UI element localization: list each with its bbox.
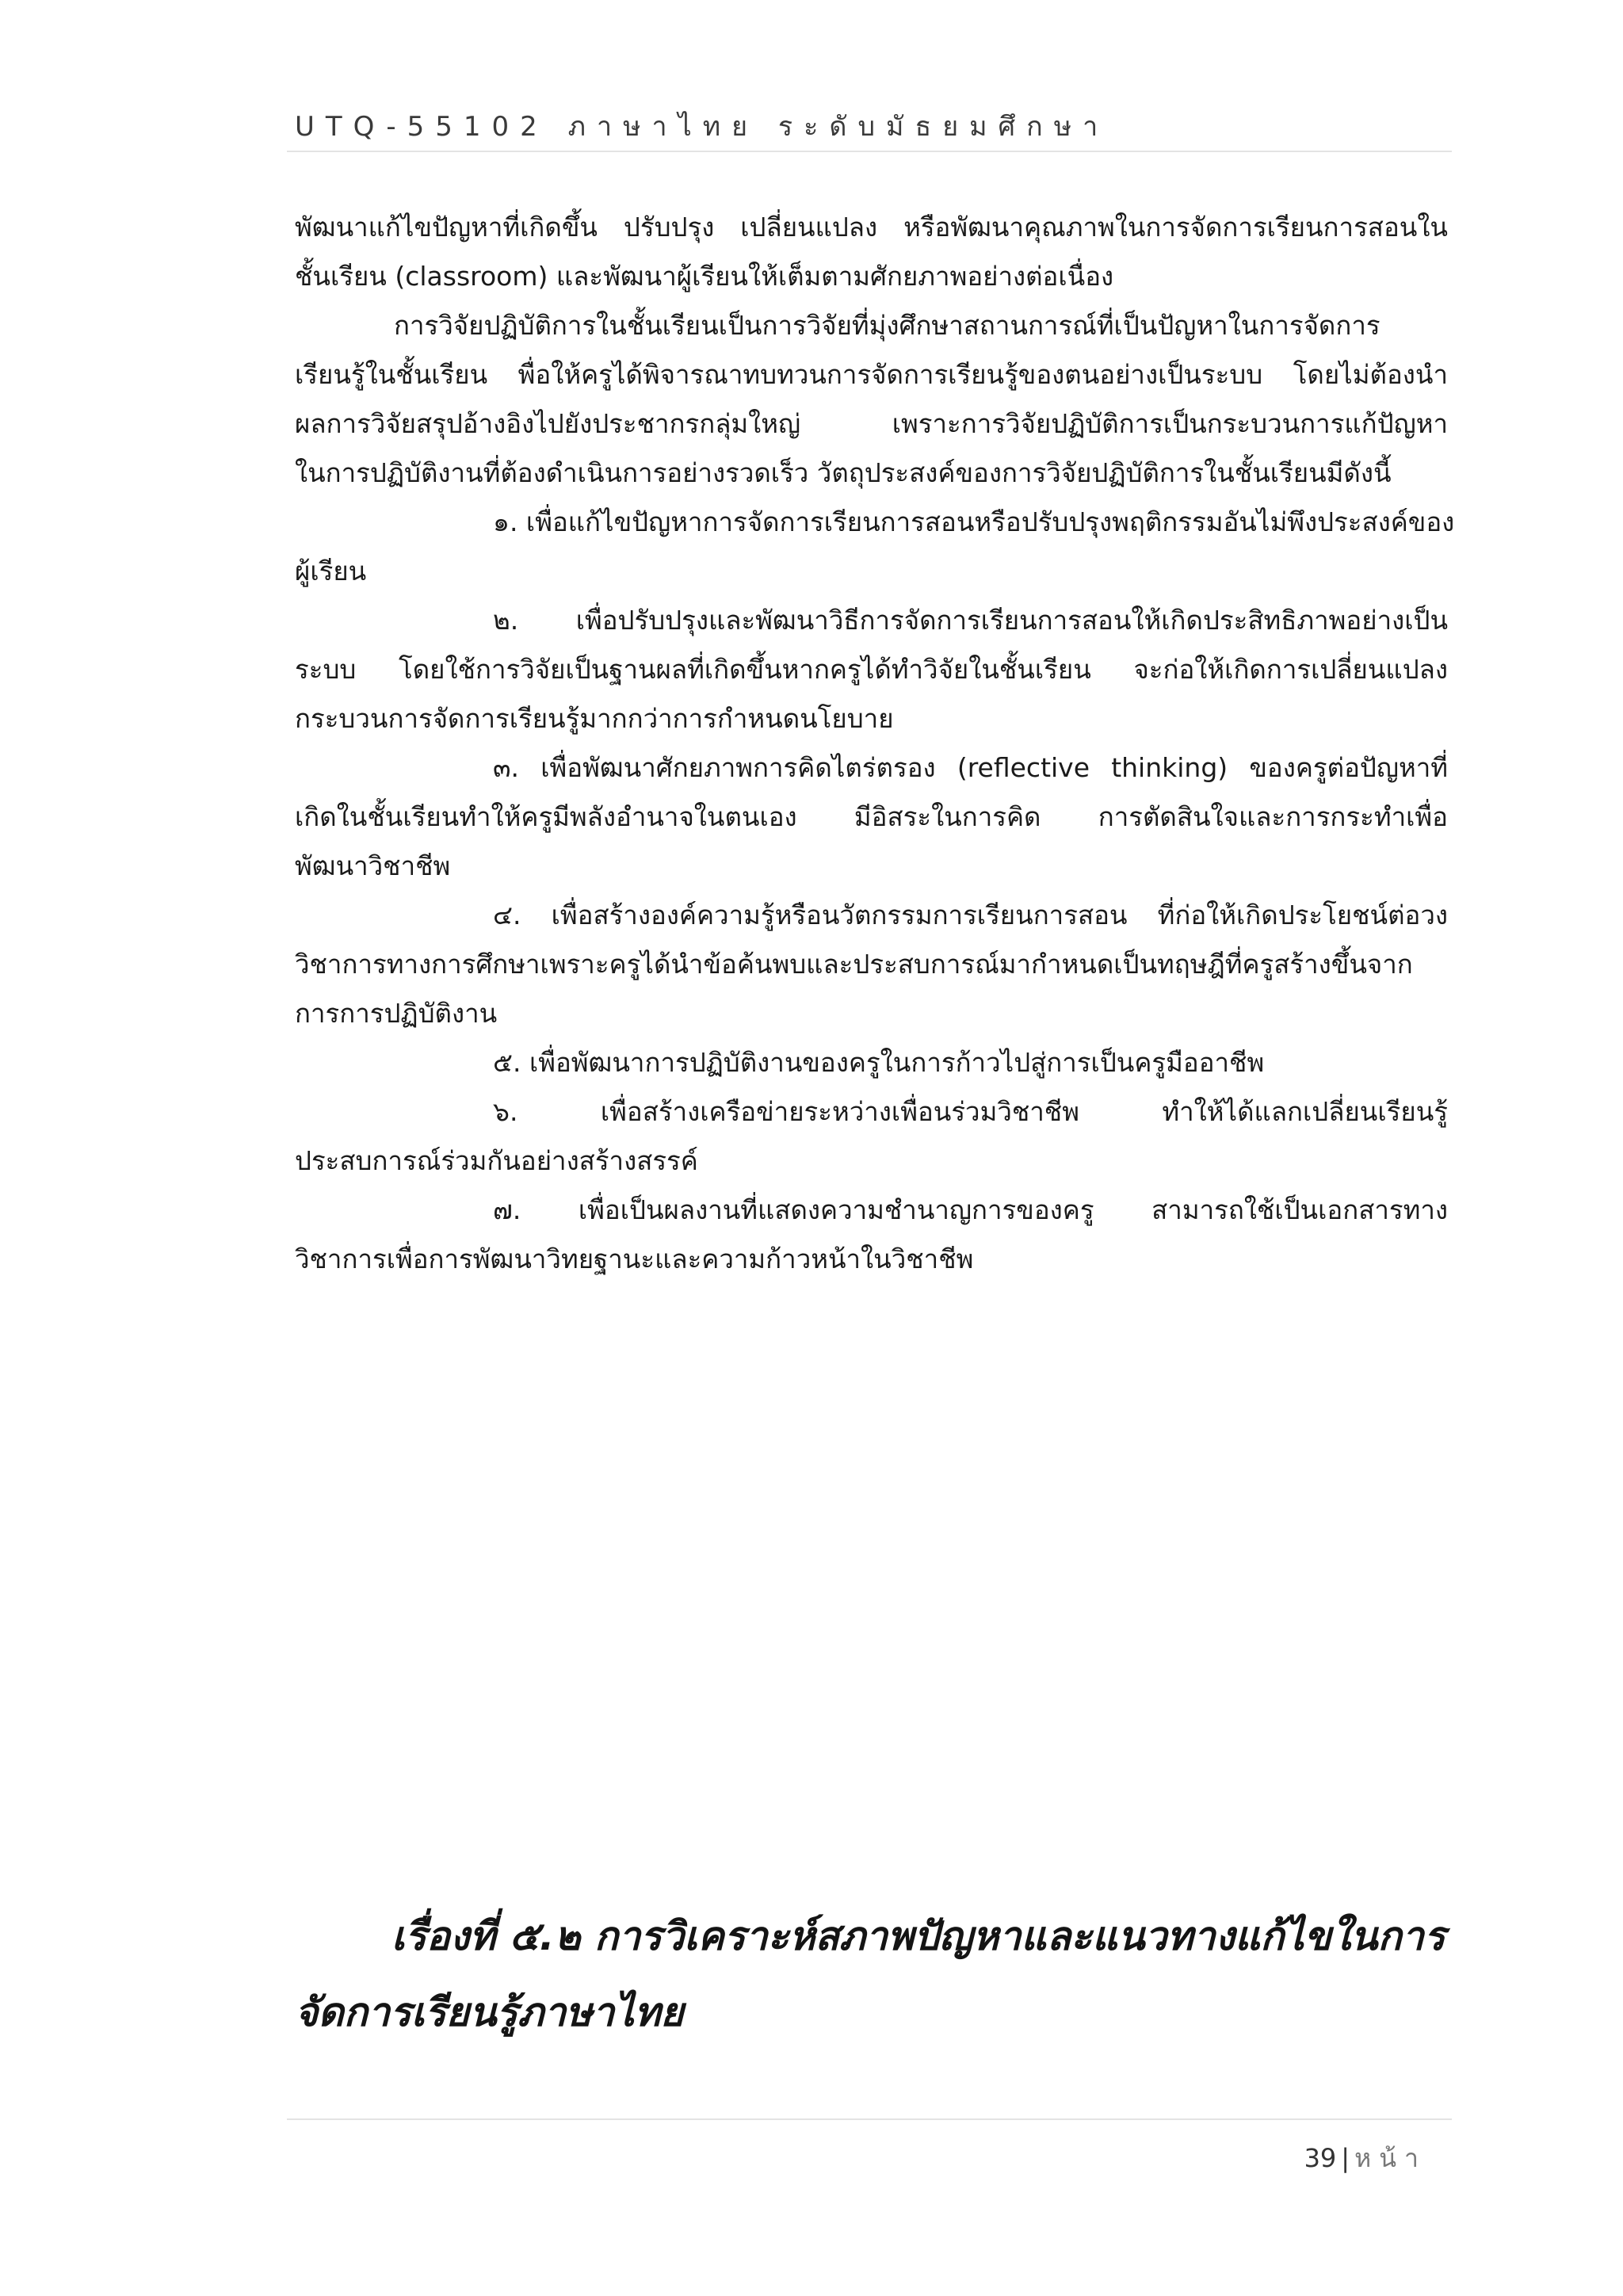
list-item-7: ๗. เพื่อเป็นผลงานที่แสดงความชำนาญการของครู สามารถใช้เป็นเอกสารทาง [493,1194,1448,1225]
paragraph-line: เรียนรู้ในชั้นเรียน พื่อให้ครูได้พิจารณาทบทวนการจัดการเรียนรู้ของตนอย่างเป็นระบบ โดยไม่ต้องนำ [295,359,1448,390]
running-header: UTQ-55102 ภาษาไทย ระดับมัธยมศึกษา [295,111,1109,143]
list-item-1: ๑. เพื่อแก้ไขปัญหาการจัดการเรียนการสอนหรือปรับปรุงพฤติกรรมอันไม่พึงประสงค์ของ [493,506,1455,537]
list-item-3: ๓. เพื่อพัฒนาศักยภาพการคิดไตร่ตรอง (reflective thinking) ของครูต่อปัญหาที่ [493,752,1448,783]
page-number: 39 [1304,2143,1337,2173]
section-heading-line-1: เรื่องที่ ๕.๒ การวิเคราะห์สภาพปัญหาและแนวทางแก้ไขในการ [391,1913,1445,1959]
section-heading-line-2: จัดการเรียนรู้ภาษาไทย [295,1989,684,2035]
paragraph-line: การวิจัยปฏิบัติการในชั้นเรียนเป็นการวิจัยที่มุ่งศึกษาสถานการณ์ที่เป็นปัญหาในการจัดการ [394,310,1381,341]
paragraph-line: กระบวนการจัดการเรียนรู้มากกว่าการกำหนดนโยบาย [295,703,894,734]
header-divider [287,151,1452,152]
paragraph-line: ผู้เรียน [295,556,367,586]
section-heading [295,1898,1445,2050]
paragraph-line: พัฒนาวิชาชีพ [295,850,451,881]
paragraph-line: ประสบการณ์ร่วมกันอย่างสร้างสรรค์ [295,1145,698,1176]
paragraph-line: ชั้นเรียน (classroom) และพัฒนาผู้เรียนให้เต็มตามศักยภาพอย่างต่อเนื่อง [295,261,1114,292]
footer-divider [287,2118,1452,2120]
paragraph-line: การการปฏิบัติงาน [295,998,498,1029]
paragraph-line: วิชาการเพื่อการพัฒนาวิทยฐานะและความก้าวหน้าในวิชาชีพ [295,1244,974,1274]
list-item-6: ๖. เพื่อสร้างเครือข่ายระหว่างเพื่อนร่วมวิชาชีพ ทำให้ได้แลกเปลี่ยนเรียนรู้ [493,1096,1448,1127]
paragraph-line: ในการปฏิบัติงานที่ต้องดำเนินการอย่างรวดเร็ว วัตถุประสงค์ของการวิจัยปฏิบัติการในชั้นเรียนมีดังนี้ [295,457,1392,488]
footer-separator: | [1341,2143,1350,2173]
body-text [295,203,1455,1284]
paragraph-line: ระบบ โดยใช้การวิจัยเป็นฐานผลที่เกิดขึ้นหากครูได้ทำวิจัยในชั้นเรียน จะก่อให้เกิดการเปลี่ยนแปลง [295,654,1448,685]
list-item-2: ๒. เพื่อปรับปรุงและพัฒนาวิธีการจัดการเรียนการสอนให้เกิดประสิทธิภาพอย่างเป็น [493,605,1448,636]
list-item-4: ๔. เพื่อสร้างองค์ความรู้หรือนวัตกรรมการเรียนการสอน ที่ก่อให้เกิดประโยชน์ต่อวง [493,900,1448,930]
paragraph-line: พัฒนาแก้ไขปัญหาที่เกิดขึ้น ปรับปรุง เปลี่ยนแปลง หรือพัฒนาคุณภาพในการจัดการเรียนการสอนใน [295,212,1448,243]
paragraph-line: วิชาการทางการศึกษาเพราะครูได้นำข้อค้นพบและประสบการณ์มากำหนดเป็นทฤษฎีที่ครูสร้างขึ้นจาก [295,949,1413,980]
page-label: หน้า [1354,2143,1426,2173]
paragraph-line: เกิดในชั้นเรียนทำให้ครูมีพลังอำนาจในตนเอง มีอิสระในการคิด การตัดสินใจและการกระทำเพื่อ [295,801,1448,832]
list-item-5: ๕. เพื่อพัฒนาการปฏิบัติงานของครูในการก้าวไปสู่การเป็นครูมืออาชีพ [493,1047,1265,1078]
paragraph-line: ผลการวิจัยสรุปอ้างอิงไปยังประชากรกลุ่มใหญ่ เพราะการวิจัยปฏิบัติการเป็นกระบวนการแก้ปัญหา [295,408,1448,439]
page-footer [1304,2138,1426,2179]
